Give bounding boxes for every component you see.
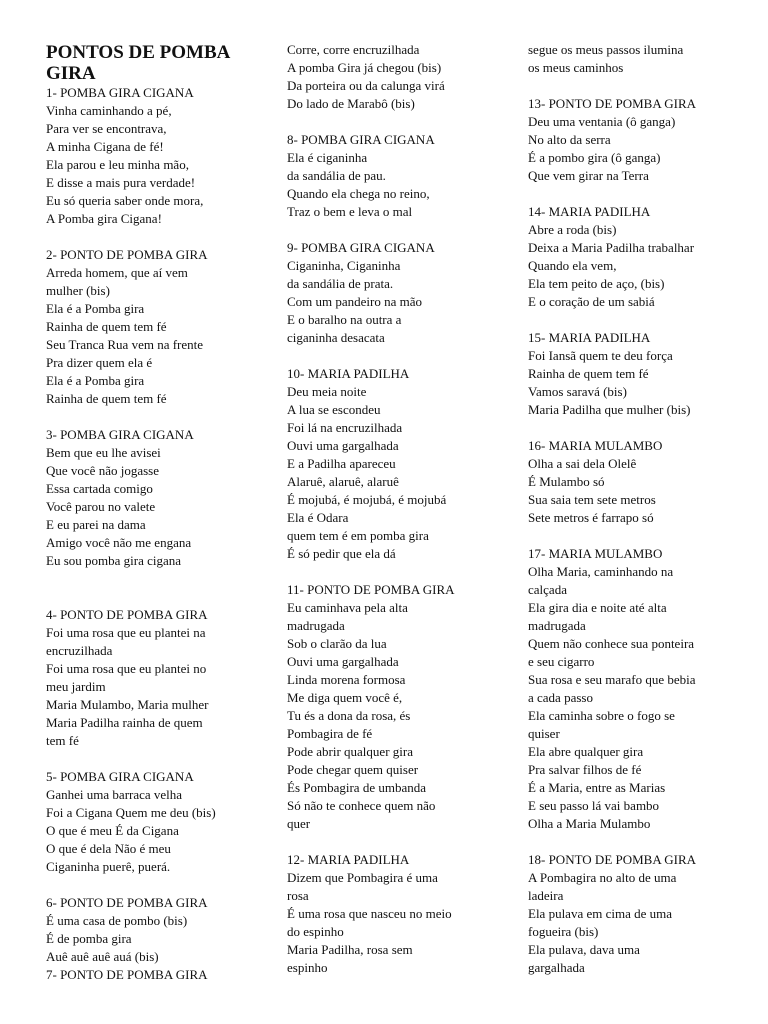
text-line: fogueira (bis) [528, 924, 599, 939]
text-line: A pomba Gira já chegou (bis) [287, 60, 442, 75]
text-line: Ela parou e leu minha mão, [46, 157, 189, 172]
text-line: Maria Padilha, rosa sem [287, 942, 413, 957]
text-line: É uma casa de pombo (bis) [46, 913, 188, 928]
text-line: Arreda homem, que aí vem [46, 265, 188, 280]
song-heading: 17- MARIA MULAMBO [528, 546, 663, 561]
text-line: Deu meia noite [287, 384, 367, 399]
text-line: Amigo você não me engana [46, 535, 192, 550]
song-heading: 7- PONTO DE POMBA GIRA [46, 967, 208, 982]
text-line: Ela é a Pomba gira [46, 373, 145, 388]
text-line: Eu sou pomba gira cigana [46, 553, 182, 568]
song-heading: 10- MARIA PADILHA [287, 366, 410, 381]
text-line: E o baralho na outra a [287, 312, 402, 327]
text-line: Traz o bem e leva o mal [287, 204, 413, 219]
text-line: A Pomba gira Cigana! [46, 211, 162, 226]
text-line: Ela é a Pomba gira [46, 301, 145, 316]
blank-line [46, 588, 256, 606]
song-heading: 15- MARIA PADILHA [528, 330, 651, 345]
text-line: Sob o clarão da lua [287, 636, 387, 651]
text-line: Olha a sai dela Olelê [528, 456, 637, 471]
blank-line [46, 750, 256, 768]
text-line: Maria Padilha rainha de quem [46, 715, 203, 730]
text-line: do espinho [287, 924, 344, 939]
text-line: No alto da serra [528, 132, 611, 147]
song-heading: 6- PONTO DE POMBA GIRA [46, 895, 208, 910]
text-line: Ela abre qualquer gira [528, 744, 644, 759]
text-line: quer [287, 816, 311, 831]
text-line: É a pombo gira (ô ganga) [528, 150, 661, 165]
text-line: Foi lá na encruzilhada [287, 420, 403, 435]
song-heading: 12- MARIA PADILHA [287, 852, 410, 867]
blank-line [528, 419, 728, 437]
text-line: Rainha de quem tem fé [46, 319, 167, 334]
text-line: Pombagira de fé [287, 726, 373, 741]
text-line: Rainha de quem tem fé [528, 366, 649, 381]
song-heading: 11- PONTO DE POMBA GIRA [287, 582, 455, 597]
text-line: É a Maria, entre as Marias [528, 780, 666, 795]
blank-line [528, 77, 728, 95]
text-line: Tu és a dona da rosa, és [287, 708, 411, 723]
text-line: O que é meu É da Cigana [46, 823, 179, 838]
text-line: Da porteira ou da calunga virá [287, 78, 445, 93]
text-line: encruzilhada [46, 643, 113, 658]
text-line: Me diga quem você é, [287, 690, 403, 705]
text-line: Para ver se encontrava, [46, 121, 167, 136]
blank-line [46, 408, 256, 426]
document-title-line-1: PONTOS DE POMBA [46, 42, 231, 63]
text-line: Bem que eu lhe avisei [46, 445, 161, 460]
text-line: Olha Maria, caminhando na [528, 564, 674, 579]
song-heading: 18- PONTO DE POMBA GIRA [528, 852, 697, 867]
text-line: E disse a mais pura verdade! [46, 175, 196, 190]
blank-line [287, 347, 497, 365]
text-line: Ela é ciganinha [287, 150, 368, 165]
text-line: Ela caminha sobre o fogo se [528, 708, 675, 723]
text-line: Vamos saravá (bis) [528, 384, 627, 399]
text-line: calçada [528, 582, 567, 597]
text-line: Só não te conhece quem não [287, 798, 436, 813]
song-heading: 16- MARIA MULAMBO [528, 438, 663, 453]
text-line: espinho [287, 960, 328, 975]
text-line: Que você não jogasse [46, 463, 159, 478]
text-line: meu jardim [46, 679, 106, 694]
text-line: E a Padilha apareceu [287, 456, 396, 471]
text-line: Auê auê auê auá (bis) [46, 949, 159, 964]
text-line: Alaruê, alaruê, alaruê [287, 474, 399, 489]
text-line: Ela gira dia e noite até alta [528, 600, 667, 615]
blank-line [528, 311, 728, 329]
blank-line [528, 185, 728, 203]
text-line: Dizem que Pombagira é uma [287, 870, 438, 885]
song-heading: 9- POMBA GIRA CIGANA [287, 240, 435, 255]
song-heading: 13- PONTO DE POMBA GIRA [528, 96, 697, 111]
text-line: quem tem é em pomba gira [287, 528, 429, 543]
text-line: A Pombagira no alto de uma [528, 870, 677, 885]
text-line: Ganhei uma barraca velha [46, 787, 183, 802]
text-line: Ela tem peito de aço, (bis) [528, 276, 665, 291]
text-line: Ouvi uma gargalhada [287, 654, 399, 669]
text-line: Abre a roda (bis) [528, 222, 617, 237]
text-line: Do lado de Marabô (bis) [287, 96, 415, 111]
text-line: Deixa a Maria Padilha trabalhar [528, 240, 695, 255]
text-line: Sete metros é farrapo só [528, 510, 654, 525]
text-line: Seu Tranca Rua vem na frente [46, 337, 204, 352]
text-line: É só pedir que ela dá [287, 546, 396, 561]
song-heading: 1- POMBA GIRA CIGANA [46, 85, 194, 100]
song-heading: 2- PONTO DE POMBA GIRA [46, 247, 208, 262]
text-line: O que é dela Não é meu [46, 841, 171, 856]
text-line: Olha a Maria Mulambo [528, 816, 651, 831]
blank-line [46, 876, 256, 894]
text-line: Você parou no valete [46, 499, 156, 514]
text-line: quiser [528, 726, 560, 741]
text-line: És Pombagira de umbanda [287, 780, 426, 795]
song-heading: 5- POMBA GIRA CIGANA [46, 769, 194, 784]
text-line: Sua saia tem sete metros [528, 492, 656, 507]
text-line: Ciganinha puerê, puerá. [46, 859, 171, 874]
text-line: Pra salvar filhos de fé [528, 762, 642, 777]
text-line: Foi Iansã quem te deu força [528, 348, 673, 363]
text-line: Eu caminhava pela alta [287, 600, 408, 615]
text-line: Pra dizer quem ela é [46, 355, 153, 370]
text-line: Maria Padilha que mulher (bis) [528, 402, 691, 417]
text-line: Linda morena formosa [287, 672, 406, 687]
text-line: Pode abrir qualquer gira [287, 744, 413, 759]
text-line: E eu parei na dama [46, 517, 146, 532]
text-line: rosa [287, 888, 309, 903]
blank-line [287, 221, 497, 239]
text-line: Foi a Cigana Quem me deu (bis) [46, 805, 216, 820]
text-line: Quando ela vem, [528, 258, 617, 273]
text-line: É Mulambo só [528, 474, 605, 489]
text-line: madrugada [287, 618, 345, 633]
song-heading: 3- POMBA GIRA CIGANA [46, 427, 194, 442]
blank-line [528, 527, 728, 545]
song-heading: 4- PONTO DE POMBA GIRA [46, 607, 208, 622]
text-line: Vinha caminhando a pé, [46, 103, 172, 118]
column-3-lines [528, 41, 728, 977]
text-line: Ela pulava, dava uma [528, 942, 640, 957]
text-column-1 [46, 42, 256, 984]
song-heading: 8- POMBA GIRA CIGANA [287, 132, 435, 147]
text-line: Rainha de quem tem fé [46, 391, 167, 406]
text-line: ciganinha desacata [287, 330, 385, 345]
blank-line [46, 570, 256, 588]
text-line: A lua se escondeu [287, 402, 381, 417]
text-line: tem fé [46, 733, 79, 748]
text-line: Foi uma rosa que eu plantei na [46, 625, 206, 640]
text-line: É uma rosa que nasceu no meio [287, 906, 452, 921]
text-column-3 [528, 41, 728, 977]
column-2-lines [287, 41, 497, 977]
text-line: Ouvi uma gargalhada [287, 438, 399, 453]
document-title-line-2: GIRA [46, 63, 96, 84]
text-line: os meus caminhos [528, 60, 624, 75]
song-heading: 14- MARIA PADILHA [528, 204, 651, 219]
text-line: e seu cigarro [528, 654, 595, 669]
text-column-2 [287, 41, 497, 977]
text-line: madrugada [528, 618, 586, 633]
text-line: a cada passo [528, 690, 593, 705]
text-line: Maria Mulambo, Maria mulher [46, 697, 209, 712]
text-line: Que vem girar na Terra [528, 168, 649, 183]
text-line: É de pomba gira [46, 931, 132, 946]
blank-line [287, 563, 497, 581]
text-line: Ela pulava em cima de uma [528, 906, 673, 921]
blank-line [287, 113, 497, 131]
text-line: Foi uma rosa que eu plantei no [46, 661, 207, 676]
text-line: Com um pandeiro na mão [287, 294, 423, 309]
text-line: A minha Cigana de fé! [46, 139, 164, 154]
blank-line [46, 228, 256, 246]
text-line: mulher (bis) [46, 283, 110, 298]
column-1-lines [46, 84, 256, 984]
text-line: da sandália de pau. [287, 168, 386, 183]
text-line: Eu só queria saber onde mora, [46, 193, 204, 208]
text-line: É mojubá, é mojubá, é mojubá [287, 492, 447, 507]
text-line: Quando ela chega no reino, [287, 186, 430, 201]
text-line: da sandália de prata. [287, 276, 394, 291]
text-line: segue os meus passos ilumina [528, 42, 684, 57]
text-line: E o coração de um sabiá [528, 294, 655, 309]
text-line: Essa cartada comigo [46, 481, 153, 496]
text-line: Corre, corre encruzilhada [287, 42, 420, 57]
text-line: Ciganinha, Ciganinha [287, 258, 401, 273]
text-line: Deu uma ventania (ô ganga) [528, 114, 676, 129]
blank-line [287, 833, 497, 851]
text-line: Ela é Odara [287, 510, 349, 525]
text-line: Quem não conhece sua ponteira [528, 636, 695, 651]
text-line: ladeira [528, 888, 564, 903]
blank-line [528, 833, 728, 851]
text-line: Pode chegar quem quiser [287, 762, 419, 777]
text-line: E seu passo lá vai bambo [528, 798, 660, 813]
text-line: Sua rosa e seu marafo que bebia [528, 672, 696, 687]
text-line: gargalhada [528, 960, 585, 975]
